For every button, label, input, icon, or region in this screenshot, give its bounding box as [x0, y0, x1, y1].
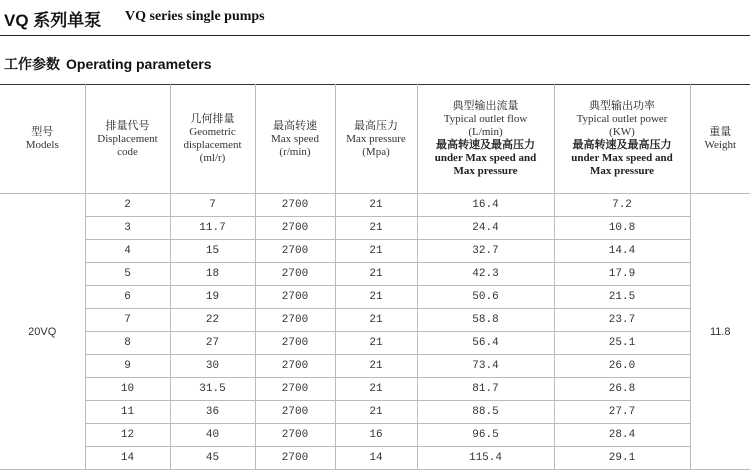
table-row — [0, 309, 750, 332]
cell-pressure: 21 — [335, 286, 417, 309]
section-heading-english: Operating parameters — [66, 56, 212, 72]
header-max-pressure — [335, 85, 417, 194]
header-disp-en2: displacement — [171, 139, 255, 152]
cell-code: 12 — [85, 424, 170, 447]
cell-flow: 16.4 — [417, 194, 554, 217]
cell-power: 28.4 — [554, 424, 690, 447]
header-weight-en: Weight — [691, 139, 750, 152]
title-english: VQ series single pumps — [125, 9, 265, 25]
cell-flow: 56.4 — [417, 332, 554, 355]
cell-pressure: 21 — [335, 355, 417, 378]
header-code-cn: 排量代号 — [86, 120, 170, 133]
cell-code: 5 — [85, 263, 170, 286]
cell-flow: 58.8 — [417, 309, 554, 332]
header-typical-outlet-power — [554, 85, 690, 194]
document-title — [0, 6, 750, 28]
cell-power: 7.2 — [554, 194, 690, 217]
cell-pressure: 14 — [335, 447, 417, 470]
cell-flow: 81.7 — [417, 378, 554, 401]
table-row — [0, 401, 750, 424]
cell-speed: 2700 — [255, 217, 335, 240]
header-pressure-cn: 最高压力 — [336, 120, 417, 133]
header-flow-en2: under Max speed and — [418, 152, 554, 165]
header-disp-en1: Geometric — [171, 126, 255, 139]
header-speed-unit: (r/min) — [256, 146, 335, 159]
cell-displacement: 36 — [170, 401, 255, 424]
header-pressure-unit: (Mpa) — [336, 146, 417, 159]
header-disp-cn: 几何排量 — [171, 113, 255, 126]
cell-code: 11 — [85, 401, 170, 424]
header-weight — [690, 85, 750, 194]
cell-flow: 50.6 — [417, 286, 554, 309]
header-geometric-displacement — [170, 85, 255, 194]
cell-code: 3 — [85, 217, 170, 240]
cell-power: 26.0 — [554, 355, 690, 378]
cell-displacement: 7 — [170, 194, 255, 217]
cell-flow: 115.4 — [417, 447, 554, 470]
cell-displacement: 30 — [170, 355, 255, 378]
cell-code: 2 — [85, 194, 170, 217]
table-row — [0, 355, 750, 378]
cell-code: 4 — [85, 240, 170, 263]
model-cell: 20VQ — [0, 194, 85, 470]
cell-flow: 96.5 — [417, 424, 554, 447]
cell-displacement: 18 — [170, 263, 255, 286]
cell-code: 8 — [85, 332, 170, 355]
header-power-en3: Max pressure — [555, 165, 690, 178]
cell-speed: 2700 — [255, 447, 335, 470]
header-speed-en: Max speed — [256, 133, 335, 146]
cell-power: 26.8 — [554, 378, 690, 401]
cell-pressure: 21 — [335, 263, 417, 286]
cell-speed: 2700 — [255, 240, 335, 263]
cell-displacement: 19 — [170, 286, 255, 309]
table-row — [0, 217, 750, 240]
cell-flow: 42.3 — [417, 263, 554, 286]
cell-pressure: 21 — [335, 378, 417, 401]
table-row — [0, 263, 750, 286]
cell-pressure: 21 — [335, 309, 417, 332]
title-chinese: VQ 系列单泵 — [4, 6, 101, 31]
section-heading-chinese: 工作参数 — [4, 56, 60, 72]
cell-displacement: 27 — [170, 332, 255, 355]
header-power-unit: (KW) — [555, 126, 690, 139]
cell-code: 7 — [85, 309, 170, 332]
cell-displacement: 31.5 — [170, 378, 255, 401]
header-disp-unit: (ml/r) — [171, 152, 255, 165]
table-row — [0, 332, 750, 355]
header-code-en1: Displacement — [86, 133, 170, 146]
cell-speed: 2700 — [255, 332, 335, 355]
cell-displacement: 40 — [170, 424, 255, 447]
cell-code: 6 — [85, 286, 170, 309]
cell-code: 14 — [85, 447, 170, 470]
header-models-en: Models — [0, 139, 85, 152]
section-heading — [4, 54, 212, 74]
header-row — [0, 85, 750, 194]
header-max-speed — [255, 85, 335, 194]
operating-parameters-table — [0, 84, 750, 470]
cell-flow: 24.4 — [417, 217, 554, 240]
cell-speed: 2700 — [255, 378, 335, 401]
cell-speed: 2700 — [255, 401, 335, 424]
cell-code: 10 — [85, 378, 170, 401]
cell-code: 9 — [85, 355, 170, 378]
cell-pressure: 21 — [335, 240, 417, 263]
table-row — [0, 378, 750, 401]
header-models — [0, 85, 85, 194]
cell-speed: 2700 — [255, 309, 335, 332]
cell-power: 14.4 — [554, 240, 690, 263]
cell-speed: 2700 — [255, 194, 335, 217]
header-flow-en3: Max pressure — [418, 165, 554, 178]
cell-speed: 2700 — [255, 355, 335, 378]
header-power-cn: 典型输出功率 — [555, 100, 690, 113]
header-pressure-en: Max pressure — [336, 133, 417, 146]
cell-pressure: 21 — [335, 401, 417, 424]
header-flow-cn: 典型输出流量 — [418, 100, 554, 113]
cell-power: 29.1 — [554, 447, 690, 470]
cell-displacement: 11.7 — [170, 217, 255, 240]
cell-displacement: 45 — [170, 447, 255, 470]
header-code-en2: code — [86, 146, 170, 159]
table-row — [0, 286, 750, 309]
header-displacement-code — [85, 85, 170, 194]
cell-power: 17.9 — [554, 263, 690, 286]
cell-flow: 32.7 — [417, 240, 554, 263]
cell-displacement: 22 — [170, 309, 255, 332]
table-row — [0, 424, 750, 447]
cell-pressure: 21 — [335, 217, 417, 240]
header-typical-outlet-flow — [417, 85, 554, 194]
cell-power: 23.7 — [554, 309, 690, 332]
weight-cell: 11.8 — [690, 194, 750, 470]
cell-displacement: 15 — [170, 240, 255, 263]
cell-speed: 2700 — [255, 286, 335, 309]
header-models-cn: 型号 — [0, 126, 85, 139]
header-weight-cn: 重量 — [691, 126, 750, 139]
cell-speed: 2700 — [255, 424, 335, 447]
table-row — [0, 194, 750, 217]
cell-speed: 2700 — [255, 263, 335, 286]
cell-power: 25.1 — [554, 332, 690, 355]
cell-pressure: 21 — [335, 194, 417, 217]
cell-flow: 88.5 — [417, 401, 554, 424]
header-flow-unit: (L/min) — [418, 126, 554, 139]
header-power-en: Typical outlet power — [555, 113, 690, 126]
header-flow-cn2: 最高转速及最高压力 — [418, 139, 554, 152]
table-row — [0, 447, 750, 470]
header-power-cn2: 最高转速及最高压力 — [555, 139, 690, 152]
header-flow-en: Typical outlet flow — [418, 113, 554, 126]
title-divider — [0, 35, 750, 36]
header-power-en2: under Max speed and — [555, 152, 690, 165]
cell-pressure: 21 — [335, 332, 417, 355]
header-speed-cn: 最高转速 — [256, 120, 335, 133]
cell-pressure: 16 — [335, 424, 417, 447]
cell-power: 10.8 — [554, 217, 690, 240]
cell-flow: 73.4 — [417, 355, 554, 378]
table-row — [0, 240, 750, 263]
cell-power: 21.5 — [554, 286, 690, 309]
cell-power: 27.7 — [554, 401, 690, 424]
